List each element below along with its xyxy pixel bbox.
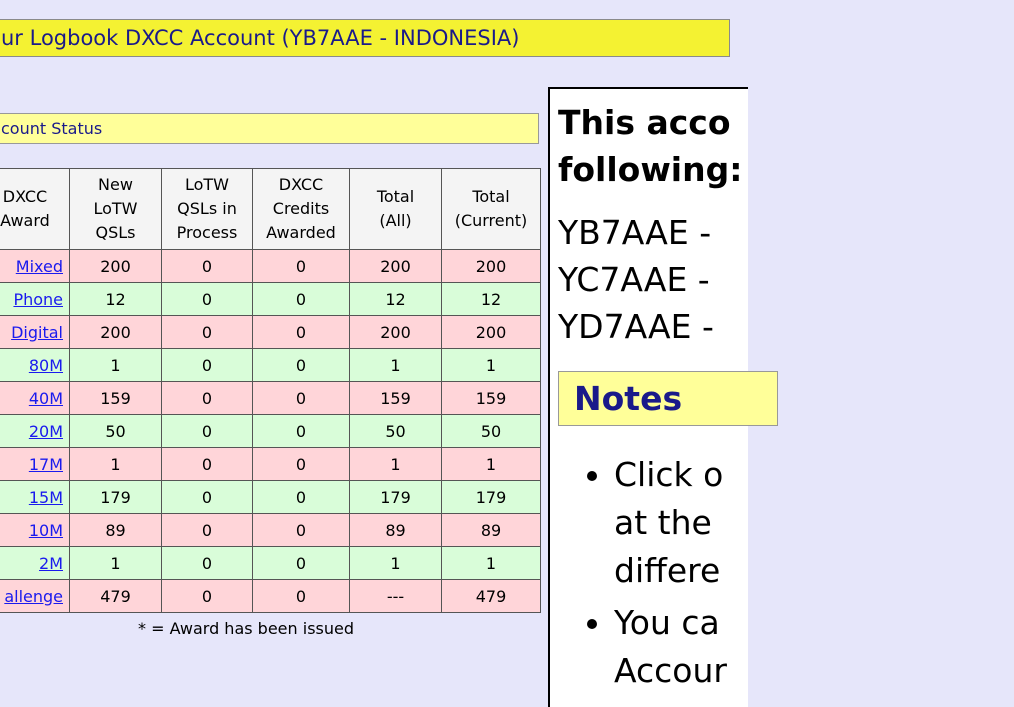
award-cell [0,448,70,481]
account-status-header: count Status [0,113,539,144]
cell-total-current: 200 [442,316,541,349]
note-text: • Click o [614,455,724,494]
cell-process: 0 [162,250,253,283]
account-heading-line2: following: [558,150,743,189]
cell-credits: 0 [253,448,350,481]
cell-new: 200 [70,316,162,349]
note-item [614,599,1014,695]
table-row [0,316,541,349]
account-heading-line1: This acco [558,103,731,142]
award-cell [0,481,70,514]
cell-credits: 0 [253,415,350,448]
cell-new: 179 [70,481,162,514]
award-link[interactable]: Digital [11,322,63,342]
callsign-item: YD7AAE - [558,307,714,346]
award-cell [0,349,70,382]
award-cell [0,514,70,547]
cell-credits: 0 [253,514,350,547]
award-link[interactable]: 80M [28,355,63,375]
account-heading [558,99,742,193]
table-row [0,514,541,547]
cell-credits: 0 [253,547,350,580]
award-link[interactable]: Mixed [15,256,63,276]
cell-process: 0 [162,415,253,448]
notes-header [558,371,778,426]
note-text: Accour [614,651,727,690]
cell-total-current: 1 [442,349,541,382]
cell-credits: 0 [253,250,350,283]
cell-credits: 0 [253,481,350,514]
award-cell [0,415,70,448]
cell-process: 0 [162,448,253,481]
cell-process: 0 [162,481,253,514]
cell-total-all: 200 [350,250,442,283]
cell-total-current: 179 [442,481,541,514]
cell-total-current: 159 [442,382,541,415]
table-row [0,415,541,448]
cell-total-all: 179 [350,481,442,514]
table-row [0,448,541,481]
table-row [0,580,541,613]
cell-total-current: 1 [442,448,541,481]
award-cell [0,382,70,415]
cell-total-all: --- [350,580,442,613]
callsign-item: YC7AAE - [558,260,710,299]
cell-total-current: 12 [442,283,541,316]
cell-total-all: 12 [350,283,442,316]
cell-process: 0 [162,547,253,580]
award-cell [0,316,70,349]
award-link[interactable]: 10M [28,520,63,540]
cell-total-all: 89 [350,514,442,547]
notes-list [550,451,1014,699]
cell-total-all: 50 [350,415,442,448]
cell-total-all: 1 [350,349,442,382]
award-link[interactable]: 2M [39,553,63,573]
cell-new: 479 [70,580,162,613]
cell-total-all: 1 [350,547,442,580]
cell-process: 0 [162,382,253,415]
cell-total-current: 50 [442,415,541,448]
award-cell [0,283,70,316]
callsign-item: YB7AAE - [558,213,712,252]
cell-new: 200 [70,250,162,283]
dxcc-award-table [0,168,541,613]
cell-total-all: 159 [350,382,442,415]
cell-new: 159 [70,382,162,415]
header-lotw-qsls-in-process: LoTW QSLs in Process [162,169,253,250]
cell-total-all: 1 [350,448,442,481]
cell-credits: 0 [253,349,350,382]
cell-credits: 0 [253,316,350,349]
header-total-all: Total (All) [350,169,442,250]
cell-new: 1 [70,547,162,580]
award-cell [0,250,70,283]
award-link[interactable]: 20M [28,421,63,441]
table-row [0,250,541,283]
header-dxcc-credits-awarded: DXCC Credits Awarded [253,169,350,250]
cell-process: 0 [162,316,253,349]
cell-credits: 0 [253,283,350,316]
table-row [0,481,541,514]
cell-total-current: 1 [442,547,541,580]
cell-total-current: 200 [442,250,541,283]
page-title: ur Logbook DXCC Account (YB7AAE - INDONESIA) [0,19,730,57]
table-row [0,547,541,580]
notes-title: Notes [574,379,683,418]
cell-total-current: 89 [442,514,541,547]
cell-total-all: 200 [350,316,442,349]
note-text: differe [614,551,721,590]
header-dxcc-award: DXCC Award [0,169,70,250]
award-link[interactable]: 40M [28,388,63,408]
note-text: • You ca [614,603,720,642]
header-total-current: Total (Current) [442,169,541,250]
account-info-panel [548,87,748,707]
award-issued-footnote: * = Award has been issued [138,619,354,638]
cell-new: 1 [70,349,162,382]
note-item [614,451,1014,595]
cell-process: 0 [162,580,253,613]
cell-credits: 0 [253,382,350,415]
callsign-list [558,209,714,350]
cell-new: 89 [70,514,162,547]
header-new-lotw-qsls: New LoTW QSLs [70,169,162,250]
table-row [0,349,541,382]
table-header-row [0,169,541,250]
award-link[interactable]: 17M [28,454,63,474]
cell-process: 0 [162,349,253,382]
cell-new: 12 [70,283,162,316]
table-row [0,382,541,415]
award-link[interactable]: allenge [4,586,63,606]
cell-new: 50 [70,415,162,448]
cell-credits: 0 [253,580,350,613]
cell-process: 0 [162,514,253,547]
cell-new: 1 [70,448,162,481]
note-text: at the [614,503,712,542]
award-cell [0,580,70,613]
table-row [0,283,541,316]
award-link[interactable]: 15M [28,487,63,507]
cell-total-current: 479 [442,580,541,613]
award-cell [0,547,70,580]
cell-process: 0 [162,283,253,316]
award-link[interactable]: Phone [13,289,63,309]
